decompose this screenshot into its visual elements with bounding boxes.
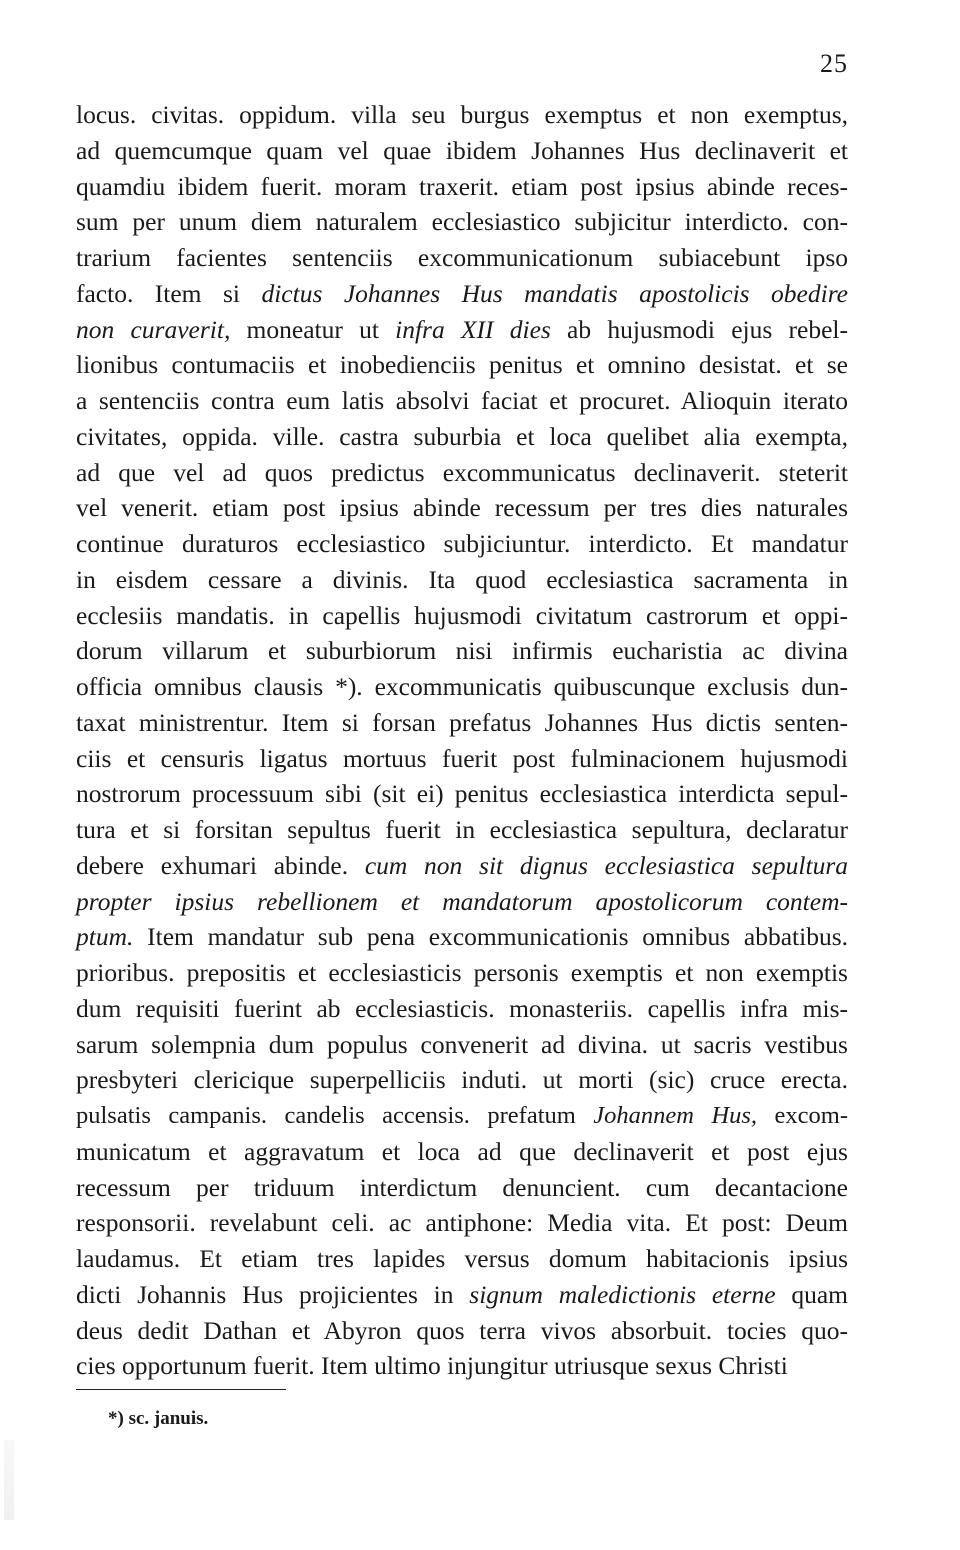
text-line (76, 633, 848, 669)
text-line (76, 991, 848, 1027)
text-line (76, 1027, 848, 1063)
text-segment: lionibus contumaciis et inobedienciis penitus et omnino desistat. et se (76, 350, 848, 380)
text-segment: ab hujusmodi ejus rebel- (550, 314, 848, 344)
page-number: 25 (820, 49, 848, 78)
text-line (76, 1313, 848, 1349)
text-line (76, 1277, 848, 1313)
text-segment: debere exhumari abinde. (76, 850, 365, 880)
text-segment: continue duraturos ecclesiastico subjiciuntur. interdicto. Et mandatur (76, 529, 848, 558)
text-segment: nostrorum processuum sibi (sit ei) penitus ecclesiastica interdicta sepul- (76, 779, 848, 809)
text-segment: taxat ministrentur. Item si forsan prefatus Johannes Hus dictis senten- (76, 707, 848, 737)
text-line (76, 812, 848, 848)
text-line (76, 705, 848, 741)
text-segment: dicti Johannis Hus projicientes in (76, 1279, 470, 1309)
text-line (76, 1098, 848, 1134)
scan-edge-mark (4, 1440, 14, 1520)
text-segment: recessum per triduum interdictum denuncient. cum decantacione (76, 1172, 848, 1202)
text-line (76, 347, 848, 383)
italic-text: propter ipsius rebellionem et mandatorum apostolicorum contem- (76, 886, 848, 916)
italic-text: signum maledictionis eterne (469, 1279, 776, 1309)
italic-text: Johannem Hus, (593, 1102, 758, 1129)
text-line (76, 776, 848, 812)
text-line (76, 1170, 848, 1206)
text-line (76, 919, 848, 955)
text-line (76, 1348, 848, 1384)
text-line (76, 741, 848, 777)
text-segment: facto. Item si (76, 278, 262, 308)
text-segment: ad quemcumque quam vel quae ibidem Johannes Hus declinaverit et (76, 135, 848, 165)
text-line (76, 97, 848, 133)
text-line (76, 312, 848, 348)
text-segment: sarum solempnia dum populus convenerit ad divina. ut sacris vestibus (76, 1029, 848, 1059)
text-segment: in eisdem cessare a divinis. Ita quod ecclesiastica sacramenta in (76, 564, 848, 594)
footnote: *) sc. januis. (108, 1408, 209, 1429)
text-line (76, 1134, 848, 1170)
text-segment: ecclesiis mandatis. in capellis hujusmodi civitatum castrorum et oppi- (76, 600, 848, 630)
text-line (76, 490, 848, 526)
text-segment: officia omnibus clausis *). excommunicatis quibuscunque exclusis dun- (76, 672, 848, 701)
text-segment: pulsatis campanis. candelis accensis. prefatum (76, 1102, 594, 1129)
text-segment: trarium facientes sentenciis excommunicationum subiacebunt ipso (76, 243, 848, 272)
text-line (76, 204, 848, 240)
text-line (76, 848, 848, 884)
text-line (76, 598, 848, 634)
text-line (76, 562, 848, 598)
text-segment: laudamus. Et etiam tres lapides versus domum habitacionis ipsius (76, 1244, 848, 1273)
text-segment: prioribus. prepositis et ecclesiasticis personis exemptis et non exemptis (76, 958, 848, 987)
text-segment: ad que vel ad quos predictus excommunicatus declinaverit. steterit (76, 457, 848, 487)
text-line (76, 455, 848, 491)
text-segment: vel venerit. etiam post ipsius abinde recessum per tres dies naturales (76, 493, 848, 523)
text-line (76, 884, 848, 920)
text-line (76, 1062, 848, 1098)
text-segment: locus. civitas. oppidum. villa seu burgus exemptus et non exemptus, (76, 100, 848, 129)
italic-text: dictus Johannes Hus mandatis apostolicis obedire (261, 278, 848, 308)
text-segment: presbyteri clericique superpelliciis induti. ut morti (sic) cruce erecta. (76, 1065, 848, 1095)
text-segment: moneatur ut (230, 314, 396, 344)
italic-text: infra XII dies (395, 314, 551, 344)
text-segment: dum requisiti fuerint ab ecclesiasticis. monasteriis. capellis infra mis- (76, 993, 848, 1023)
text-line (76, 276, 848, 312)
italic-text: non curaverit, (76, 314, 231, 344)
text-segment: cies opportunum fuerit. Item ultimo injungitur utriusque sexus Christi (76, 1351, 788, 1381)
text-line (76, 1205, 848, 1241)
text-segment: deus dedit Dathan et Abyron quos terra vivos absorbuit. tocies quo- (76, 1315, 848, 1345)
footnote-divider (76, 1389, 286, 1390)
text-segment: tura et si forsitan sepultus fuerit in ecclesiastica sepultura, declaratur (76, 815, 848, 844)
text-line (76, 133, 848, 169)
text-line (76, 383, 848, 419)
text-segment: excom- (757, 1102, 848, 1129)
text-line (76, 1241, 848, 1277)
text-segment: dorum villarum et suburbiorum nisi infirmis eucharistia ac divina (76, 636, 848, 666)
text-line (76, 526, 848, 562)
text-segment: quamdiu ibidem fuerit. moram traxerit. etiam post ipsius abinde reces- (76, 171, 848, 201)
italic-text: cum non sit dignus ecclesiastica sepultura (364, 850, 848, 880)
body-text (76, 97, 848, 1384)
text-segment: sum per unum diem naturalem ecclesiastico subjicitur interdicto. con- (76, 207, 848, 237)
text-line (76, 669, 848, 705)
text-segment: Item mandatur sub pena excommunicationis omnibus abbatibus. (133, 922, 848, 952)
text-segment: ciis et censuris ligatus mortuus fuerit post fulminacionem hujusmodi (76, 743, 848, 773)
text-line (76, 240, 848, 276)
text-line (76, 419, 848, 455)
text-segment: a sentenciis contra eum latis absolvi faciat et procuret. Alioquin iterato (76, 386, 848, 415)
text-line (76, 169, 848, 205)
text-segment: municatum et aggravatum et loca ad que declinaverit et post ejus (76, 1136, 848, 1166)
italic-text: ptum. (76, 922, 134, 952)
text-line (76, 955, 848, 991)
text-segment: civitates, oppida. ville. castra suburbia et loca quelibet alia exempta, (76, 421, 848, 451)
text-segment: quam (775, 1279, 848, 1309)
text-segment: responsorii. revelabunt celi. ac antiphone: Media vita. Et post: Deum (76, 1208, 848, 1238)
